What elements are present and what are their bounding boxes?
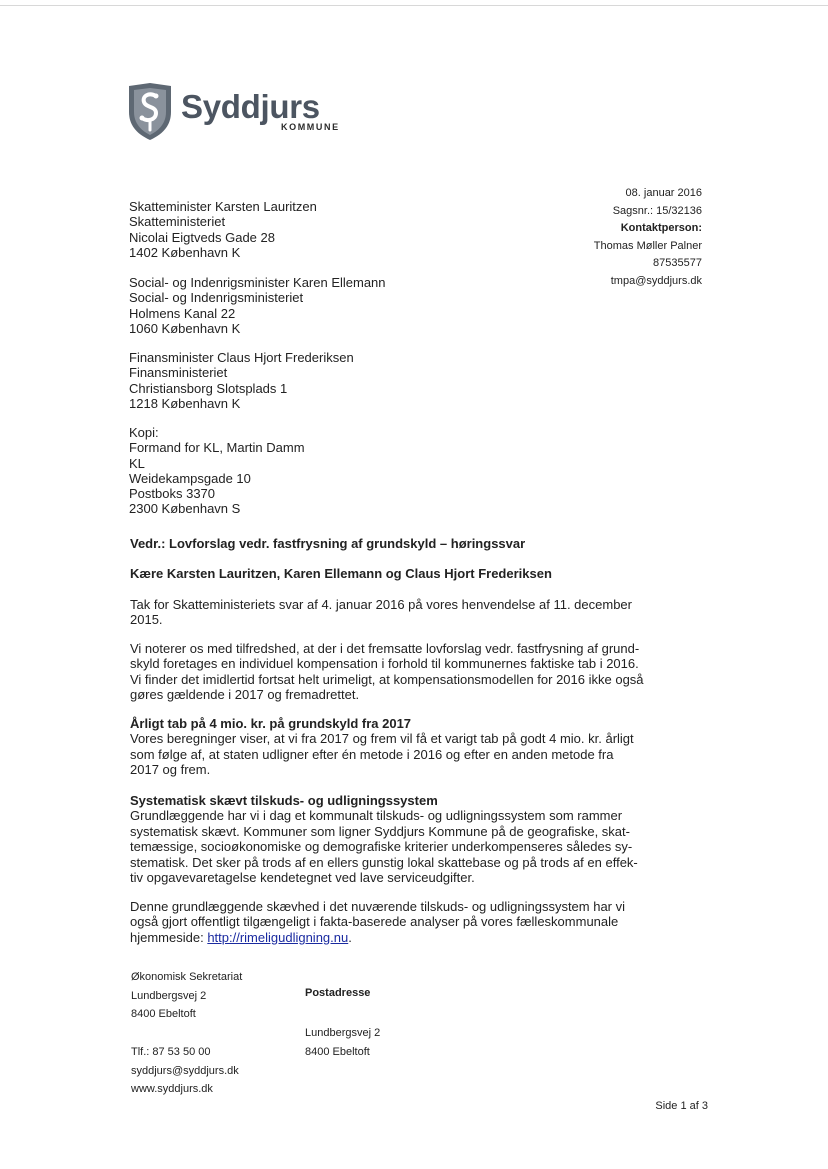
text-fragment: hjemmeside: [130, 929, 208, 945]
address-line: Weidekampsgade 10 [129, 470, 251, 486]
logo-subtitle: KOMMUNE [281, 122, 340, 132]
text-line: gøres gældende i 2017 og fremadrettet. [130, 687, 360, 703]
footer-contact [131, 1043, 239, 1099]
text-line: Vi noterer os med tilfredshed, at der i det fremsatte lovforslag vedr. fastfrysning af grund- [130, 641, 640, 656]
address-line: 2300 København S [129, 501, 241, 517]
address-line: Finansminister Claus Hjort Frederiksen [129, 350, 354, 365]
section-heading: Systematisk skævt tilskuds- og udligningssystem [130, 793, 438, 808]
address-line: Social- og Indenrigsministeriet [129, 290, 304, 306]
text-line: 2015. [130, 612, 163, 628]
text-line: skyld foretages en individuel kompensation i forhold til kommunernes faktiske tab i 2016. [130, 656, 639, 672]
text-line: som følge af, at staten udligner efter én metode i 2016 og efter en anden metode fra [130, 746, 614, 762]
text-line: temæssige, socioøkonomiske og demografiske kriterier underkompenseres således sy- [130, 839, 633, 855]
text-line: også gjort offentligt tilgængeligt i fakta-baserede analyser på vores fælleskommunale [130, 914, 619, 930]
recipient-address [129, 275, 386, 336]
text-line: Tak for Skatteministeriets svar af 4. januar 2016 på vores henvendelse af 11. december [130, 597, 632, 612]
address-line: Kopi: [129, 425, 159, 440]
paragraph [130, 597, 650, 628]
contact-email: tmpa@syddjurs.dk [610, 274, 702, 287]
contact-name: Thomas Møller Palner [593, 239, 702, 252]
text-line: stematisk. Det sker på trods af en ellers gunstig lokal skattebase og på trods af en effek- [130, 854, 638, 870]
footer-department: Økonomisk Sekretariat [131, 971, 243, 983]
footer-post-label: Postadresse [305, 987, 371, 999]
recipient-address [129, 350, 354, 411]
scan-edge [0, 5, 828, 6]
text-line: systematisk skævt. Kommuner som ligner Syddjurs Kommune på de geografiske, skat- [130, 823, 630, 839]
text-line: Grundlæggende har vi i dag et kommunalt tilskuds- og udligningssystem som rammer [130, 808, 623, 824]
letter-meta [594, 185, 702, 290]
logo-wordmark: Syddjurs [181, 88, 320, 125]
footer-city: 8400 Ebeltoft [131, 1008, 196, 1020]
text-fragment: . [348, 929, 352, 945]
paragraph [130, 899, 650, 945]
section-skewed-system [130, 793, 650, 885]
page-number: Side 1 af 3 [655, 1100, 708, 1112]
footer-sender [131, 968, 242, 1024]
text-line: 2017 og frem. [130, 762, 211, 778]
section-annual-loss [130, 716, 650, 778]
case-number: Sagsnr.: 15/32136 [612, 204, 702, 217]
address-line: Holmens Kanal 22 [129, 305, 236, 321]
footer-post-city: 8400 Ebeltoft [305, 1045, 370, 1058]
address-line: Postboks 3370 [129, 486, 216, 502]
paragraph [130, 641, 650, 703]
footer-phone: Tlf.: 87 53 50 00 [131, 1046, 211, 1058]
syddjurs-logo [127, 82, 347, 148]
copy-recipient-address [129, 425, 305, 517]
address-line: Social- og Indenrigsminister Karen Ellemann [129, 275, 386, 290]
shield-icon [127, 82, 173, 142]
address-line: Formand for KL, Martin Damm [129, 440, 305, 456]
text-line: Vores beregninger viser, at vi fra 2017 og frem vil få et varigt tab på godt 4 mio. kr. årligt [130, 731, 634, 747]
contact-label: Kontaktperson: [620, 222, 702, 234]
text-line: Denne grundlæggende skævhed i det nuværende tilskuds- og udligningssystem har vi [130, 899, 626, 914]
address-line: 1218 København K [129, 395, 241, 411]
website-link[interactable]: http://rimeligudligning.nu [207, 929, 349, 945]
footer-post-address [305, 1024, 380, 1061]
text-line [130, 930, 650, 945]
footer-post-label-block [305, 987, 370, 999]
address-line: Finansministeriet [129, 365, 228, 381]
subject-line: Vedr.: Lovforslag vedr. fastfrysning af grundskyld – høringssvar [130, 536, 526, 551]
footer-street: Lundbergsvej 2 [131, 989, 207, 1002]
address-line: Christiansborg Slotsplads 1 [129, 380, 288, 396]
address-line: Skatteminister Karsten Lauritzen [129, 199, 317, 214]
address-line: Nicolai Eigtveds Gade 28 [129, 229, 275, 245]
footer-email: syddjurs@syddjurs.dk [131, 1064, 239, 1077]
salutation: Kære Karsten Lauritzen, Karen Ellemann og Claus Hjort Frederiksen [130, 566, 552, 581]
address-line: Skatteministeriet [129, 214, 226, 230]
section-heading: Årligt tab på 4 mio. kr. på grundskyld fra 2017 [130, 716, 412, 731]
footer-website: www.syddjurs.dk [131, 1083, 213, 1095]
letter-date: 08. januar 2016 [625, 187, 702, 199]
address-line: 1402 København K [129, 244, 241, 260]
recipient-address [129, 199, 317, 260]
address-line: KL [129, 455, 145, 471]
address-line: 1060 København K [129, 320, 241, 336]
footer-post-street: Lundbergsvej 2 [305, 1027, 381, 1039]
text-line: Vi finder det imidlertid fortsat helt urimeligt, at kompensationsmodellen for 2016 ikke også [130, 671, 644, 687]
contact-phone: 87535577 [653, 257, 702, 269]
text-line: tiv opgavevaretagelse kendetegnet ved lave serviceudgifter. [130, 870, 475, 886]
